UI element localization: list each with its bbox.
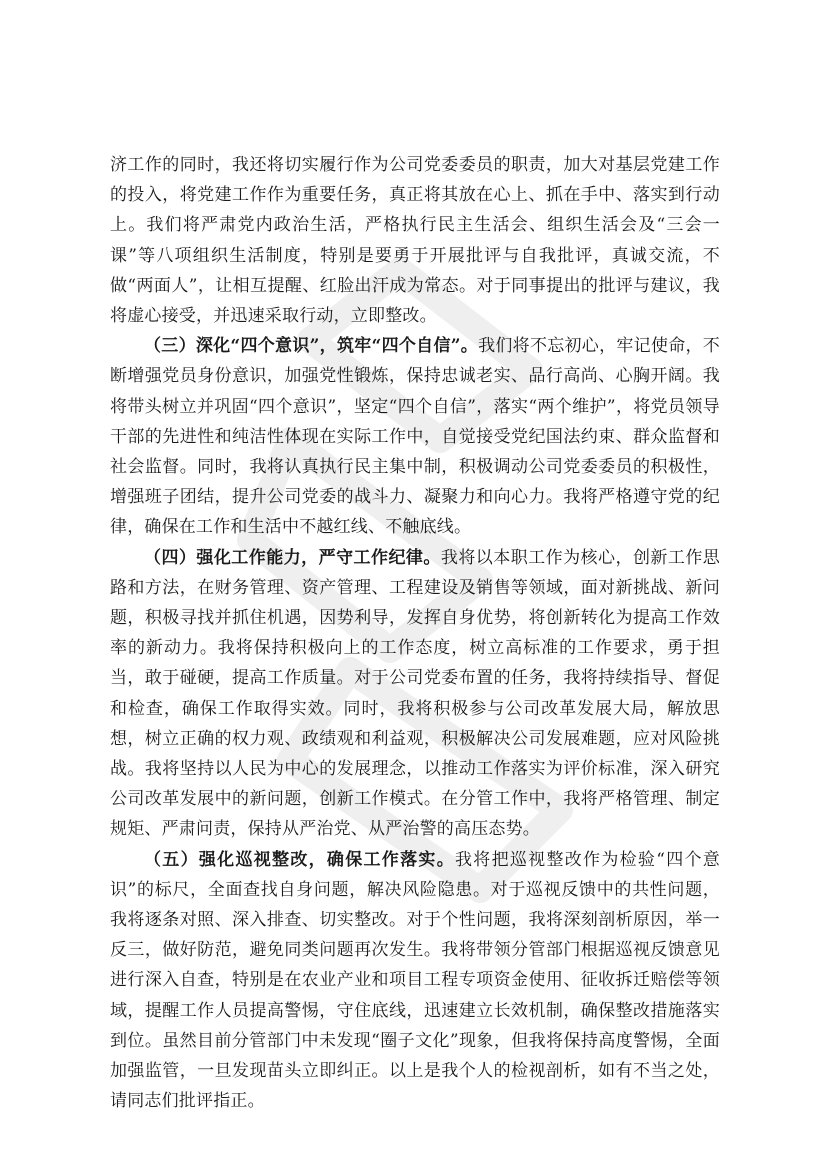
paragraph-text: 济工作的同时，我还将切实履行作为公司党委委员的职责，加大对基层党建工作的投入，将党建工作作为重要任务，真正将其放在心上、抓在手中、落实到行动上。我们将严肃党内政治生活，严格执行民主生活会、组织生活会及“三会一课”等八项组织生活制度，特别是要勇于开展批评与自我批评，真诚交流，不做“两面人”，让相互提醒、红脸出汗成为常态。对于同事提出的批评与建议，我将虚心接受，并迅速采取行动，立即整改。 (110, 155, 720, 327)
section-heading: （三）深化“四个意识”，筑牢“四个自信”。 (144, 336, 479, 357)
document-body (110, 150, 720, 1117)
paragraph-section-three (110, 331, 720, 542)
section-heading: （四）强化工作能力，严守工作纪律。 (144, 547, 441, 568)
paragraph-text: 我们将不忘初心，牢记使命，不断增强党员身份意识，加强党性锻炼，保持忠诚老实、品行高尚、心胸开阔。我将带头树立并巩固“四个意识”，坚定“四个自信”，落实“两个维护”，将党员领导干部的先进性和纯洁性体现在实际工作中，自觉接受党纪国法约束、群众监督和社会监督。同时，我将认真执行民主集中制，积极调动公司党委委员的积极性，增强班子团结，提升公司党委的战斗力、凝聚力和向心力。我将严格遵守党的纪律，确保在工作和生活中不越红线、不触底线。 (110, 336, 720, 538)
paragraph-section-four (110, 543, 720, 845)
section-heading: （五）强化巡视整改，确保工作落实。 (144, 849, 455, 870)
paragraph-text: 我将把巡视整改作为检验“四个意识”的标尺，全面查找自身问题，解决风险隐患。对于巡视反馈中的共性问题，我将逐条对照、深入排查、切实整改。对于个性问题，我将深刻剖析原因，举一反三，做好防范，避免同类问题再次发生。我将带领分管部门根据巡视反馈意见进行深入自查，特别是在农业产业和项目工程专项资金使用、征收拆迁赔偿等领域，提醒工作人员提高警惕，守住底线，迅速建立长效机制，确保整改措施落实到位。虽然目前分管部门中未发现“圈子文化”现象，但我将保持高度警惕，全面加强监管，一旦发现苗头立即纠正。以上是我个人的检视剖析，如有不当之处，请同志们批评指正。 (110, 849, 720, 1112)
paragraph-text: 我将以本职工作为核心，创新工作思路和方法，在财务管理、资产管理、工程建设及销售等领域，面对新挑战、新问题，积极寻找并抓住机遇，因势利导，发挥自身优势，将创新转化为提高工作效率的新动力。我将保持积极向上的工作态度，树立高标准的工作要求，勇于担当，敢于碰硬，提高工作质量。对于公司党委布置的任务，我将持续指导、督促和检查，确保工作取得实效。同时，我将积极参与公司改革发展大局，解放思想，树立正确的权力观、政绩观和利益观，积极解决公司发展难题，应对风险挑战。我将坚持以人民为中心的发展理念，以推动工作落实为评价标准，深入研究公司改革发展中的新问题，创新工作模式。在分管工作中，我将严格管理、制定规矩、严肃问责，保持从严治党、从严治警的高压态势。 (110, 547, 720, 840)
paragraph-continuation (110, 150, 720, 331)
paragraph-section-five (110, 845, 720, 1117)
